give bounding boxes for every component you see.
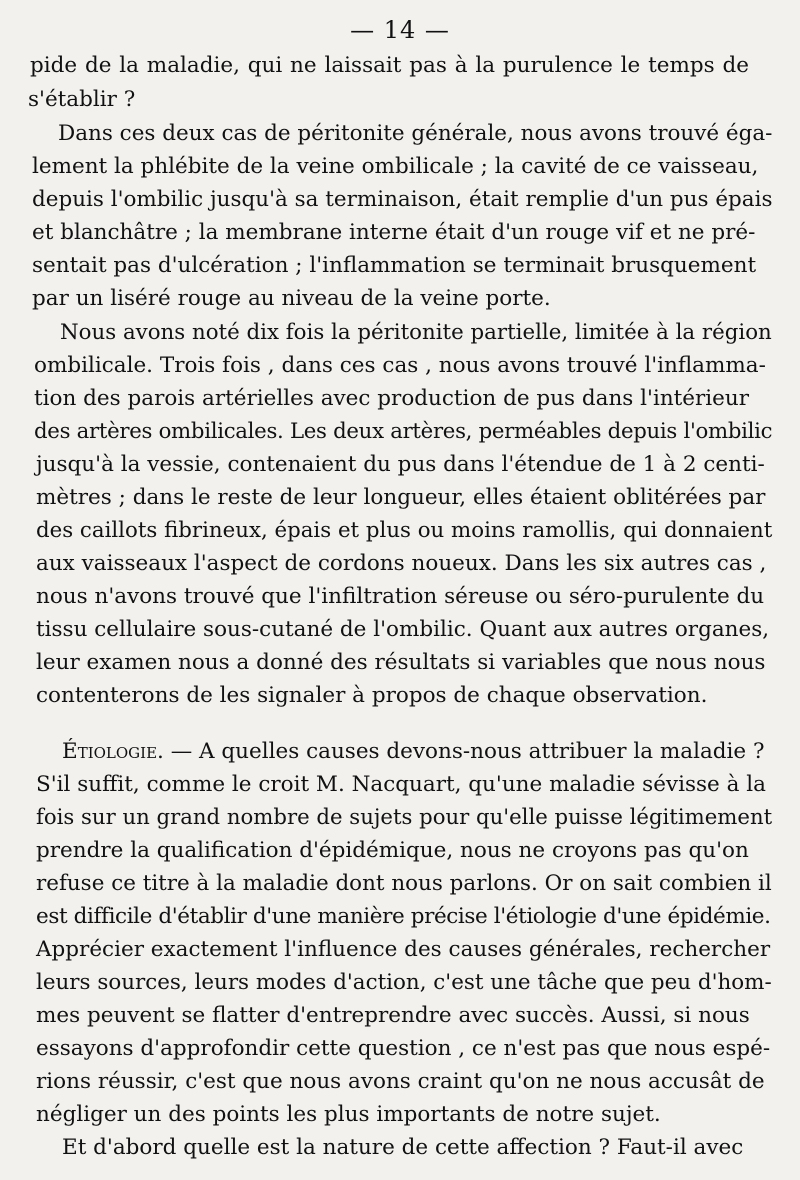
section-heading: Étiologie. <box>62 739 164 764</box>
text-line: par un liséré rouge au niveau de la veine porte. <box>32 286 551 311</box>
text-line: rions réussir, c'est que nous avons craint qu'on ne nous accusât de <box>36 1069 765 1094</box>
text-line: prendre la qualification d'épidémique, nous ne croyons pas qu'on <box>36 838 749 863</box>
text-line: aux vaisseaux l'aspect de cordons noueux. Dans les six autres cas , <box>36 551 767 576</box>
section-heading-line <box>62 736 765 768</box>
page-number: — 14 — <box>350 16 450 44</box>
text-line: des artères ombilicales. Les deux artères, perméables depuis l'ombilic <box>34 419 773 444</box>
text-line: ombilicale. Trois fois , dans ces cas , nous avons trouvé l'inflamma- <box>34 353 766 378</box>
text-line: — A quelles causes devons-nous attribuer la maladie ? <box>163 739 765 764</box>
text-line: depuis l'ombilic jusqu'à sa terminaison, était remplie d'un pus épais <box>32 187 773 212</box>
text-line: leur examen nous a donné des résultats si variables que nous nous <box>36 650 766 675</box>
text-line: tissu cellulaire sous-cutané de l'ombilic. Quant aux autres organes, <box>36 617 770 642</box>
text-line: S'il suffit, comme le croit M. Nacquart, qu'une maladie sévisse à la <box>36 772 766 797</box>
text-line: pide de la maladie, qui ne laissait pas à la purulence le temps de <box>30 53 749 78</box>
text-line: nous n'avons trouvé que l'infiltration séreuse ou séro-purulente du <box>36 584 765 609</box>
text-line: refuse ce titre à la maladie dont nous parlons. Or on sait combien il <box>36 871 772 896</box>
text-line: jusqu'à la vessie, contenaient du pus dans l'étendue de 1 à 2 centi- <box>36 452 765 477</box>
text-line: est difficile d'établir d'une manière précise l'étiologie d'une épidémie. <box>36 904 771 929</box>
text-line: Et d'abord quelle est la nature de cette affection ? Faut-il avec <box>62 1135 744 1160</box>
text-line: Nous avons noté dix fois la péritonite partielle, limitée à la région <box>60 320 772 345</box>
text-line: négliger un des points les plus importants de notre sujet. <box>36 1102 661 1127</box>
text-line: contenterons de les signaler à propos de chaque observation. <box>36 683 708 708</box>
text-line: mètres ; dans le reste de leur longueur, elles étaient oblitérées par <box>36 485 766 510</box>
text-line: et blanchâtre ; la membrane interne était d'un rouge vif et ne pré- <box>32 220 756 245</box>
text-line: fois sur un grand nombre de sujets pour qu'elle puisse légitimement <box>36 805 773 830</box>
text-line: Apprécier exactement l'influence des causes générales, rechercher <box>36 937 771 962</box>
text-line: essayons d'approfondir cette question , ce n'est pas que nous espé- <box>36 1036 771 1061</box>
text-line: des caillots fibrineux, épais et plus ou moins ramollis, qui donnaient <box>36 518 773 543</box>
text-line: Dans ces deux cas de péritonite générale, nous avons trouvé éga- <box>58 121 773 146</box>
text-line: leurs sources, leurs modes d'action, c'est une tâche que peu d'hom- <box>36 970 772 995</box>
text-line: mes peuvent se flatter d'entreprendre avec succès. Aussi, si nous <box>36 1003 750 1028</box>
text-line: sentait pas d'ulcération ; l'inflammation se terminait brusquement <box>32 253 757 278</box>
text-line: s'établir ? <box>28 87 136 112</box>
text-line: lement la phlébite de la veine ombilicale ; la cavité de ce vaisseau, <box>32 154 759 179</box>
text-line: tion des parois artérielles avec production de pus dans l'intérieur <box>34 386 750 411</box>
